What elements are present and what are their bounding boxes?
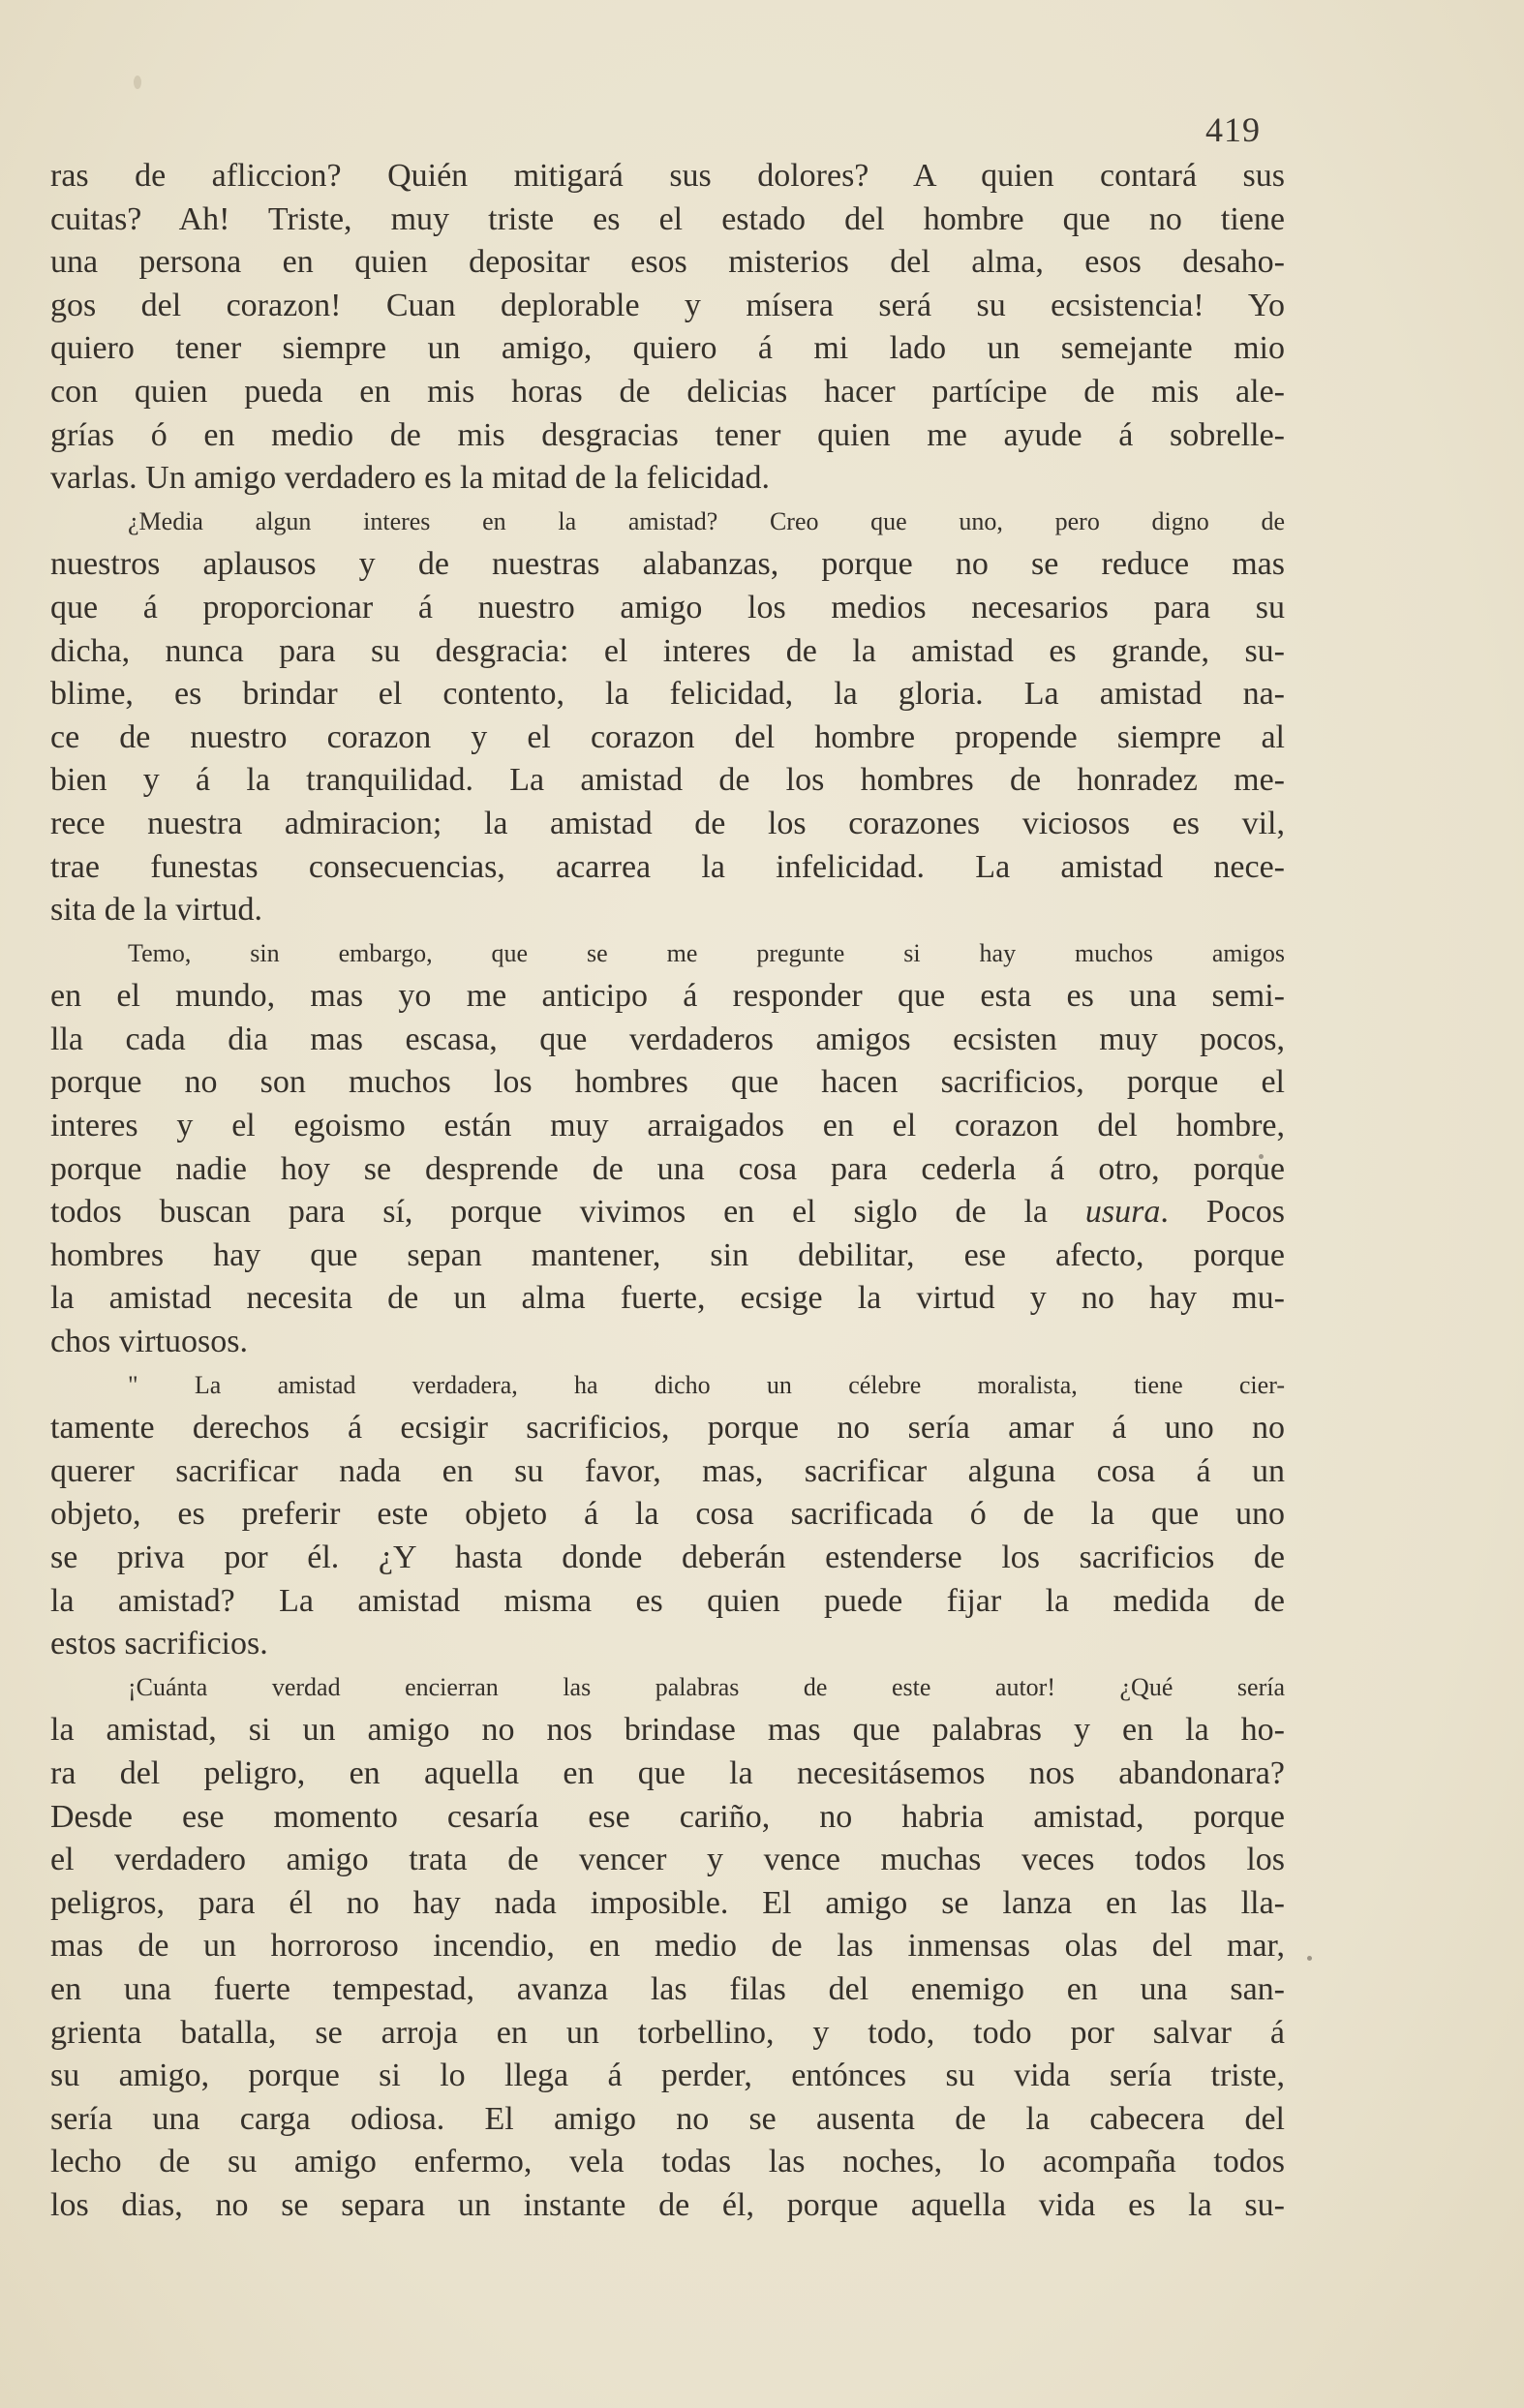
text-line: los dias, no se separa un instante de él, porque aquella vida es la su- [50, 2186, 1285, 2223]
text-line: nuestros aplausos y de nuestras alabanzas, porque no se reduce mas [50, 546, 1285, 583]
paper-speck [1307, 1956, 1312, 1961]
text-line: porque no son muchos los hombres que hacen sacrificios, porque el [50, 1064, 1285, 1101]
text-line: con quien pueda en mis horas de delicias hacer partícipe de mis ale- [50, 373, 1285, 410]
text-line: tamente derechos á ecsigir sacrificios, porque no sería amar á uno no [50, 1410, 1285, 1447]
text-line: bien y á la tranquilidad. La amistad de los hombres de honradez me- [50, 762, 1285, 799]
text-line: ra del peligro, en aquella en que la necesitásemos nos abandonara? [50, 1754, 1285, 1791]
text-line: ras de afliccion? Quién mitigará sus dolores? A quien contará sus [50, 158, 1285, 194]
text-line: Desde ese momento cesaría ese cariño, no habria amistad, porque [50, 1798, 1285, 1835]
text-line: en el mundo, mas yo me anticipo á responder que esta es una semi- [50, 978, 1285, 1015]
paper-smudge [134, 76, 141, 89]
text-line: peligros, para él no hay nada imposible. El amigo se lanza en las lla- [50, 1884, 1285, 1921]
text-line: querer sacrificar nada en su favor, mas, sacrificar alguna cosa á un [50, 1452, 1285, 1489]
text-line: objeto, es preferir este objeto á la cosa sacrificada ó de la que uno [50, 1496, 1285, 1533]
text-line: " La amistad verdadera, ha dicho un célebre moralista, tiene cier- [128, 1370, 1285, 1399]
text-line: hombres hay que sepan mantener, sin debilitar, ese afecto, porque [50, 1236, 1285, 1273]
body-text [50, 155, 1285, 2228]
text-line: la amistad necesita de un alma fuerte, ecsige la virtud y no hay mu- [50, 1280, 1285, 1317]
text-line: su amigo, porque si lo llega á perder, entónces su vida sería triste, [50, 2057, 1285, 2094]
text-line: mas de un horroroso incendio, en medio de las inmensas olas del mar, [50, 1928, 1285, 1965]
text-line: chos virtuosos. [50, 1324, 248, 1360]
text-line: porque nadie hoy se desprende de una cosa para cederla á otro, porque [50, 1150, 1285, 1187]
page-number: 419 [1205, 110, 1261, 149]
text-line: Temo, sin embargo, que se me pregunte si hay muchos amigos [128, 938, 1285, 967]
text-line: la amistad? La amistad misma es quien puede fijar la medida de [50, 1582, 1285, 1619]
text-line: una persona en quien depositar esos misterios del alma, esos desaho- [50, 244, 1285, 281]
text-line: lla cada dia mas escasa, que verdaderos amigos ecsisten muy pocos, [50, 1021, 1285, 1057]
text-line: dicha, nunca para su desgracia: el interes de la amistad es grande, su- [50, 632, 1285, 669]
text-line: que á proporcionar á nuestro amigo los medios necesarios para su [50, 589, 1285, 625]
text-line: grienta batalla, se arroja en un torbellino, y todo, todo por salvar á [50, 2014, 1285, 2051]
text-line: el verdadero amigo trata de vencer y vence muchas veces todos los [50, 1842, 1285, 1878]
text-line: ce de nuestro corazon y el corazon del hombre propende siempre al [50, 718, 1285, 755]
text-line: rece nuestra admiracion; la amistad de los corazones viciosos es vil, [50, 805, 1285, 841]
italic-word: usura [1084, 1194, 1161, 1231]
text-line: sita de la virtud. [50, 892, 263, 929]
text-line: todos buscan para sí, porque vivimos en el siglo de la usura. Pocos [50, 1194, 1285, 1231]
text-line: sería una carga odiosa. El amigo no se ausenta de la cabecera del [50, 2100, 1285, 2137]
text-line: ¡Cuánta verdad encierran las palabras de este autor! ¿Qué sería [128, 1672, 1285, 1701]
text-line: se priva por él. ¿Y hasta donde deberán estenderse los sacrificios de [50, 1539, 1285, 1575]
text-line: la amistad, si un amigo no nos brindase mas que palabras y en la ho- [50, 1712, 1285, 1749]
text-line: en una fuerte tempestad, avanza las filas del enemigo en una san- [50, 1970, 1285, 2007]
text-line: estos sacrificios. [50, 1626, 268, 1662]
text-line: varlas. Un amigo verdadero es la mitad de la felicidad. [50, 460, 770, 497]
text-line: quiero tener siempre un amigo, quiero á mi lado un semejante mio [50, 330, 1285, 367]
text-line: blime, es brindar el contento, la felicidad, la gloria. La amistad na- [50, 676, 1285, 713]
text-line: interes y el egoismo están muy arraigados en el corazon del hombre, [50, 1108, 1285, 1144]
text-line: trae funestas consecuencias, acarrea la infelicidad. La amistad nece- [50, 848, 1285, 885]
text-line: ¿Media algun interes en la amistad? Creo que uno, pero digno de [128, 506, 1285, 535]
text-line: gos del corazon! Cuan deplorable y mísera será su ecsistencia! Yo [50, 287, 1285, 323]
text-line: cuitas? Ah! Triste, muy triste es el estado del hombre que no tiene [50, 200, 1285, 237]
text-line: grías ó en medio de mis desgracias tener quien me ayude á sobrelle- [50, 416, 1285, 453]
text-line: lecho de su amigo enfermo, vela todas las noches, lo acompaña todos [50, 2144, 1285, 2180]
